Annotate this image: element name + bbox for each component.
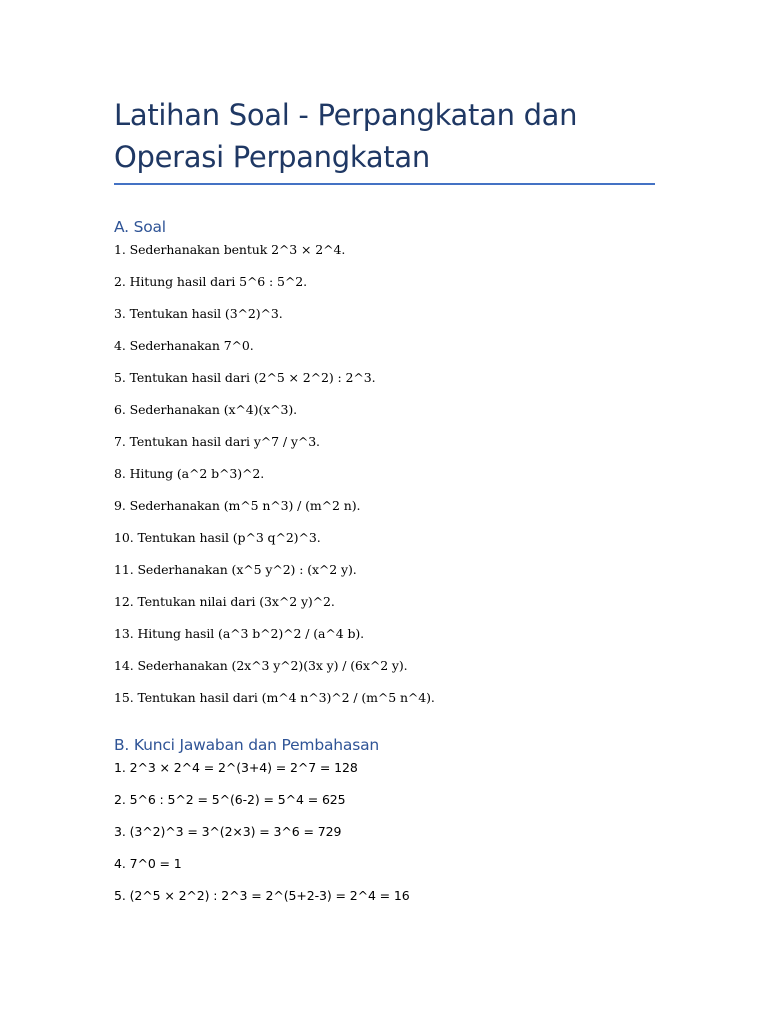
question-item: 7. Tentukan hasil dari y^7 / y^3. xyxy=(114,434,320,449)
question-item: 9. Sederhanakan (m^5 n^3) / (m^2 n). xyxy=(114,498,361,513)
question-list xyxy=(114,242,655,706)
question-item: 14. Sederhanakan (2x^3 y^2)(3x y) / (6x^2 y). xyxy=(114,658,408,673)
title-underline xyxy=(114,183,655,185)
question-item: 11. Sederhanakan (x^5 y^2) : (x^2 y). xyxy=(114,562,357,577)
section-b-heading: B. Kunci Jawaban dan Pembahasan xyxy=(114,736,379,754)
question-item: 8. Hitung (a^2 b^3)^2. xyxy=(114,466,265,481)
question-item: 5. Tentukan hasil dari (2^5 × 2^2) : 2^3. xyxy=(114,370,376,385)
question-item: 13. Hitung hasil (a^3 b^2)^2 / (a^4 b). xyxy=(114,626,365,641)
document-title xyxy=(114,94,655,178)
question-item: 4. Sederhanakan 7^0. xyxy=(114,338,254,353)
answer-list xyxy=(114,760,655,904)
title-line-2: Operasi Perpangkatan xyxy=(114,140,430,174)
question-item: 12. Tentukan nilai dari (3x^2 y)^2. xyxy=(114,594,335,609)
question-item: 15. Tentukan hasil dari (m^4 n^3)^2 / (m^5 n^4). xyxy=(114,690,435,705)
question-item: 6. Sederhanakan (x^4)(x^3). xyxy=(114,402,298,417)
document-page xyxy=(114,94,655,920)
question-item: 10. Tentukan hasil (p^3 q^2)^3. xyxy=(114,530,321,545)
answer-item: 2. 5^6 : 5^2 = 5^(6-2) = 5^4 = 625 xyxy=(114,792,346,807)
question-item: 2. Hitung hasil dari 5^6 : 5^2. xyxy=(114,274,307,289)
answer-item: 3. (3^2)^3 = 3^(2×3) = 3^6 = 729 xyxy=(114,824,342,839)
question-item: 3. Tentukan hasil (3^2)^3. xyxy=(114,306,283,321)
answer-item: 1. 2^3 × 2^4 = 2^(3+4) = 2^7 = 128 xyxy=(114,760,358,775)
title-line-1: Latihan Soal - Perpangkatan dan xyxy=(114,98,578,132)
question-item: 1. Sederhanakan bentuk 2^3 × 2^4. xyxy=(114,242,346,257)
answer-item: 4. 7^0 = 1 xyxy=(114,856,182,871)
answer-item: 5. (2^5 × 2^2) : 2^3 = 2^(5+2-3) = 2^4 = 16 xyxy=(114,888,410,903)
section-a-heading: A. Soal xyxy=(114,218,166,236)
